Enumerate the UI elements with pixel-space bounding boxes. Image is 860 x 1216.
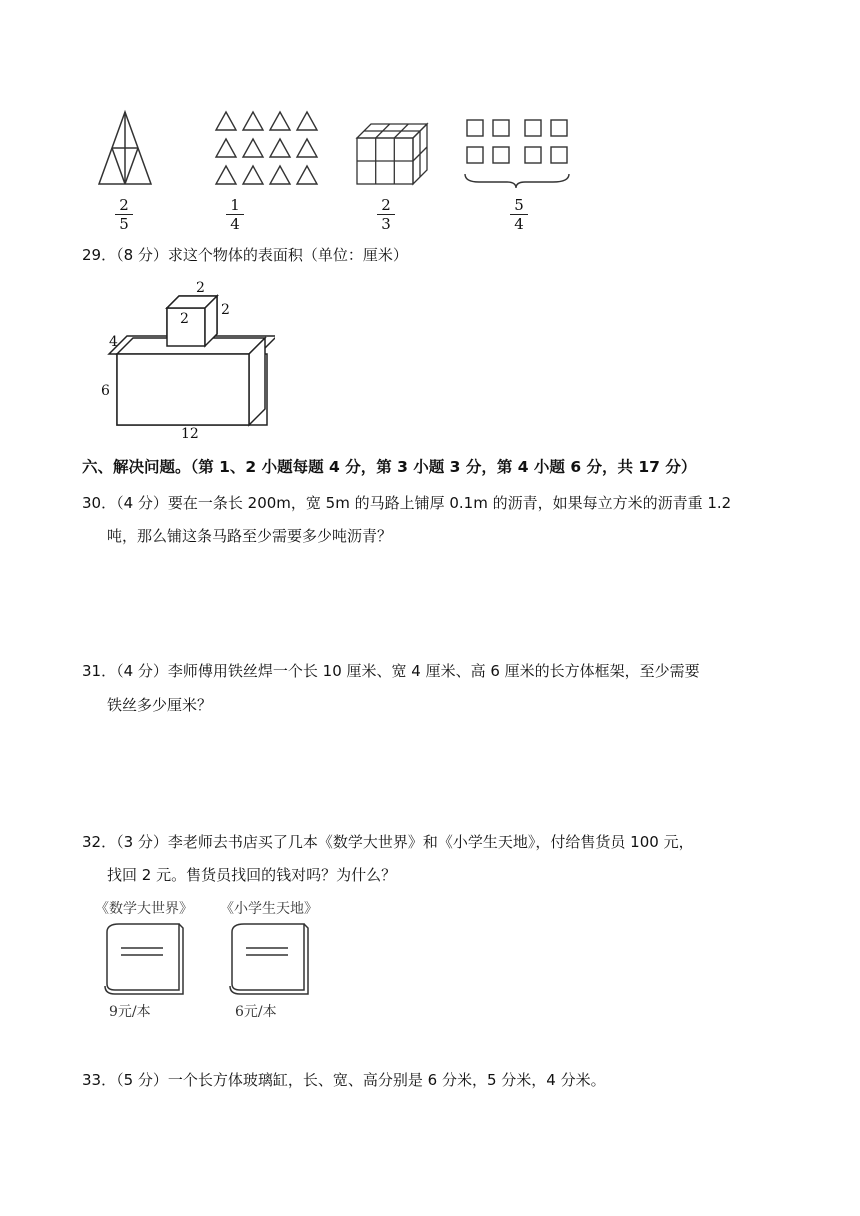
book-title-pupil-world: 《小学生天地》: [220, 901, 318, 917]
dim-cube-front: 2: [180, 311, 189, 327]
question-30-line2: 吨，那么铺这条马路至少需要多少吨沥青？: [107, 527, 393, 545]
dim-box-height: 6: [101, 383, 110, 399]
numerator: 5: [514, 196, 524, 214]
book-title-math-world: 《数学大世界》: [95, 901, 193, 917]
section-6-heading: 六、解决问题。（第 1、2 小题每题 4 分，第 3 小题 3 分，第 4 小题 6 分，共 17 分）: [82, 458, 697, 476]
fraction-label-2: [220, 198, 250, 231]
question-32-line2: 找回 2 元。售货员找回的钱对吗？为什么？: [107, 866, 397, 884]
numerator: 2: [119, 196, 129, 214]
question-30-line1: 30．（4 分）要在一条长 200m，宽 5m 的马路上铺厚 0.1m 的沥青，如果每立方米的沥青重 1.2: [82, 494, 732, 512]
composite-solid-figure: [95, 280, 275, 445]
denominator: 5: [119, 215, 129, 233]
numerator: 1: [230, 196, 240, 214]
square-grid: [465, 120, 569, 188]
fraction-shapes: [95, 100, 585, 190]
book-illustrations: [95, 898, 345, 1023]
book-icon-2: [230, 924, 308, 994]
book-icons: [95, 918, 345, 1008]
book-icon-1: [105, 924, 183, 994]
fraction-label-3: [371, 198, 401, 231]
numerator: 2: [381, 196, 391, 214]
fraction-figures: [95, 100, 585, 235]
denominator: 3: [381, 215, 391, 233]
question-33-line1: 33．（5 分）一个长方体玻璃缸，长、宽、高分别是 6 分米，5 分米，4 分米。: [82, 1071, 606, 1089]
fraction-label-4: [504, 198, 534, 231]
denominator: 4: [514, 215, 524, 233]
triangle-grid: [216, 112, 317, 184]
question-29: 29．（8 分）求这个物体的表面积（单位：厘米）: [82, 246, 408, 264]
dim-box-length: 12: [181, 426, 199, 442]
question-31-line1: 31．（4 分）李师傅用铁丝焊一个长 10 厘米、宽 4 厘米、高 6 厘米的长方体框架，至少需要: [82, 662, 700, 680]
price-math-world: 9元/本: [109, 1004, 151, 1020]
box-with-cube-fix: [95, 280, 275, 445]
price-pupil-world: 6元/本: [235, 1004, 277, 1020]
dim-box-depth: 4: [109, 334, 118, 350]
fraction-label-1: [109, 198, 139, 231]
question-32-line1: 32．（3 分）李老师去书店买了几本《数学大世界》和《小学生天地》，付给售货员 100 元，: [82, 833, 694, 851]
cube-stack: [357, 124, 427, 184]
dim-cube-right: 2: [221, 302, 230, 318]
denominator: 4: [230, 215, 240, 233]
dim-cube-top: 2: [196, 280, 205, 296]
question-31-line2: 铁丝多少厘米？: [107, 696, 213, 714]
divided-triangle: [99, 112, 151, 184]
